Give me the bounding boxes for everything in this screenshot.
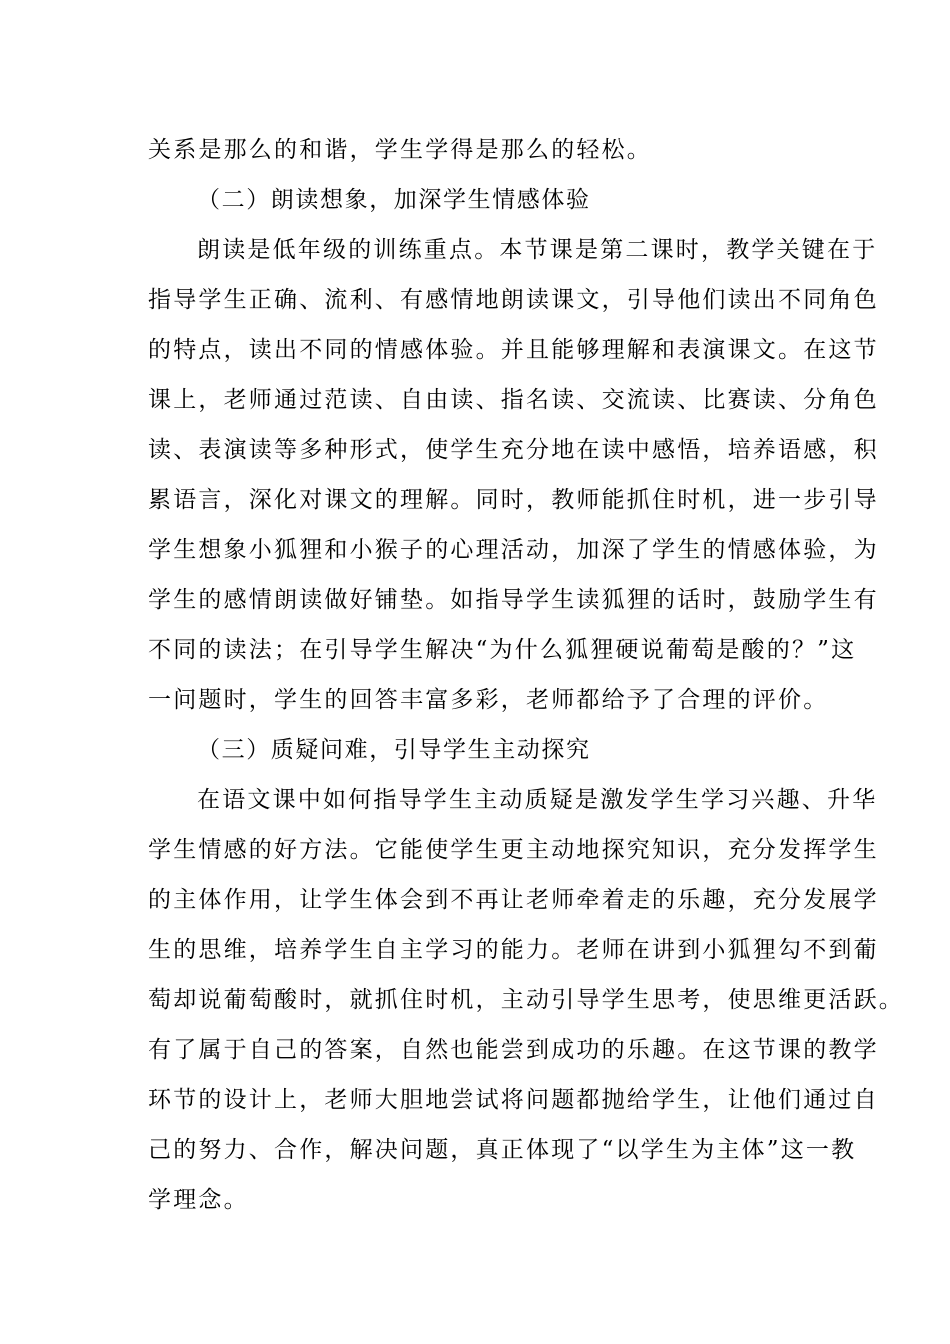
paragraph-line: 学理念。 [148, 1187, 249, 1213]
paragraph-line: 学生情感的好方法。它能使学生更主动地探究知识，充分发挥学生 [148, 837, 879, 863]
paragraph-line: 一问题时，学生的回答丰富多彩，老师都给予了合理的评价。 [148, 687, 829, 713]
paragraph-line: 累语言，深化对课文的理解。同时，教师能抓住时机，进一步引导 [148, 487, 879, 513]
paragraph-line: 关系是那么的和谐，学生学得是那么的轻松。 [148, 137, 652, 163]
paragraph-line: 己的努力、合作，解决问题，真正体现了“以学生为主体”这一教 [148, 1137, 857, 1163]
paragraph-line: 环节的设计上，老师大胆地尝试将问题都抛给学生，让他们通过自 [148, 1087, 879, 1113]
paragraph-line: 课上，老师通过范读、自由读、指名读、交流读、比赛读、分角色 [148, 387, 879, 413]
paragraph-line: 在语文课中如何指导学生主动质疑是激发学生学习兴趣、升华 [197, 787, 878, 813]
paragraph-line: 萄却说葡萄酸时，就抓住时机，主动引导学生思考，使思维更活跃。 [148, 987, 904, 1013]
paragraph-line: 的特点，读出不同的情感体验。并且能够理解和表演课文。在这节 [148, 337, 879, 363]
paragraph-line: 指导学生正确、流利、有感情地朗读课文，引导他们读出不同角色 [148, 287, 879, 313]
section-heading: （二）朗读想象，加深学生情感体验 [197, 187, 591, 213]
paragraph-line: 读、表演读等多种形式，使学生充分地在读中感悟，培养语感，积 [148, 437, 879, 463]
paragraph-line: 学生的感情朗读做好铺垫。如指导学生读狐狸的话时，鼓励学生有 [148, 587, 879, 613]
paragraph-line: 的主体作用，让学生体会到不再让老师牵着走的乐趣，充分发展学 [148, 887, 879, 913]
paragraph-line: 有了属于自己的答案，自然也能尝到成功的乐趣。在这节课的教学 [148, 1037, 879, 1063]
paragraph-line: 学生想象小狐狸和小猴子的心理活动，加深了学生的情感体验，为 [148, 537, 879, 563]
paragraph-line: 不同的读法；在引导学生解决“为什么狐狸硬说葡萄是酸的？”这 [148, 637, 857, 663]
section-heading: （三）质疑问难，引导学生主动探究 [197, 737, 591, 763]
paragraph-line: 朗读是低年级的训练重点。本节课是第二课时，教学关键在于 [197, 237, 878, 263]
paragraph-line: 生的思维，培养学生自主学习的能力。老师在讲到小狐狸勾不到葡 [148, 937, 879, 963]
